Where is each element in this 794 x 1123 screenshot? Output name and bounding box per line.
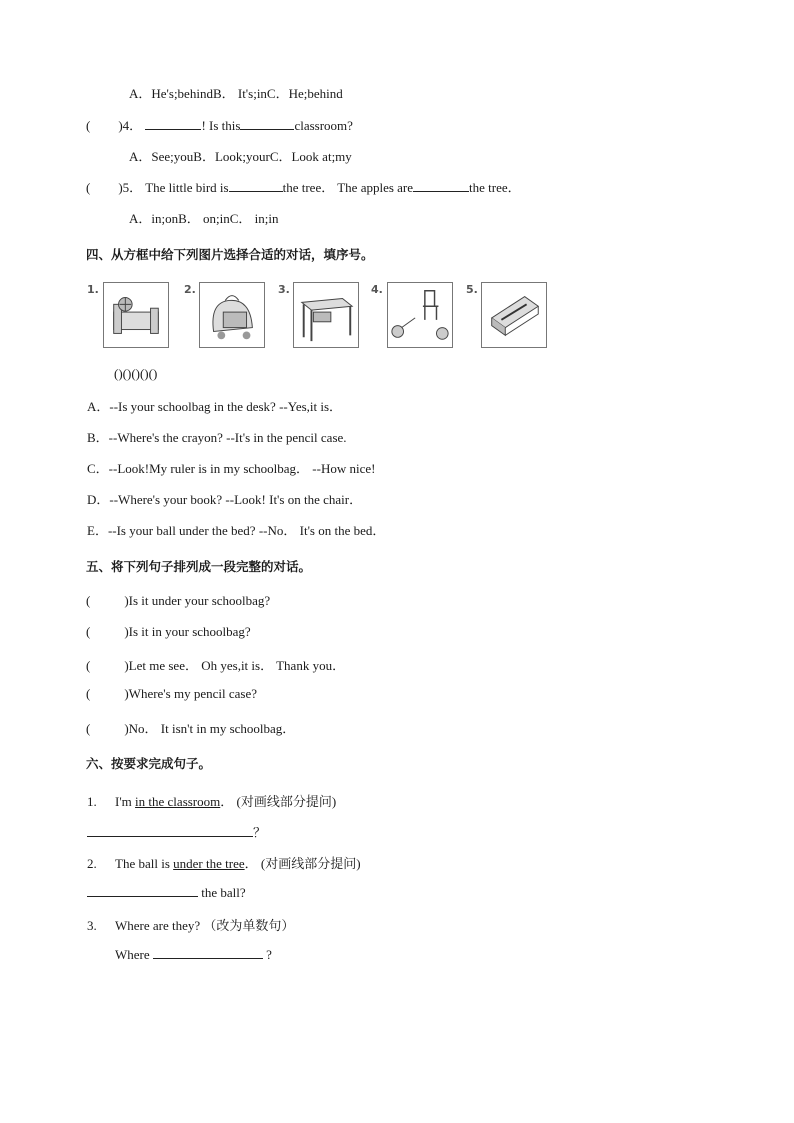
picture-number-2: 2. bbox=[184, 283, 196, 296]
section5-heading: 五、将下列句子排列成一段完整的对话。 bbox=[86, 559, 312, 574]
rewrite-q2-post: ． (对画线部分提问) bbox=[244, 856, 361, 871]
section6-heading: 六、按要求完成句子。 bbox=[86, 756, 212, 771]
q5-number: )5． bbox=[118, 180, 143, 195]
bed-ball-icon bbox=[103, 282, 169, 348]
dialogue-option-b: B．--Where's the crayon? --It's in the pencil case. bbox=[87, 430, 347, 445]
rewrite-q1 bbox=[87, 791, 336, 810]
rewrite-q1-answer bbox=[87, 822, 266, 841]
dialogue-option-c: C．--Look!My ruler is in my schoolbag． --How nice! bbox=[87, 461, 376, 476]
rewrite-q1-blank[interactable] bbox=[87, 824, 253, 837]
reorder-item-2: ( )Is it in your schoolbag? bbox=[86, 624, 251, 639]
q5-line bbox=[86, 177, 521, 196]
rewrite-q2 bbox=[87, 853, 361, 872]
reorder-text-3: )Let me see． Oh yes,it is． Thank you． bbox=[124, 658, 346, 673]
rewrite-q2-number: 2. bbox=[87, 856, 97, 871]
answer-parens[interactable]: ()()()()() bbox=[114, 366, 158, 381]
rewrite-q3-text: Where are they? （改为单数句） bbox=[115, 918, 295, 933]
rewrite-q3-number: 3. bbox=[87, 918, 97, 933]
reorder-item-1: ( )Is it under your schoolbag? bbox=[86, 593, 271, 608]
rewrite-q2-underlined: under the tree bbox=[173, 856, 245, 871]
picture-number-5: 5. bbox=[466, 283, 478, 296]
q5-text-3: the tree． bbox=[469, 180, 521, 195]
rewrite-q3-blank[interactable] bbox=[153, 946, 263, 959]
q5-text-1: The little bird is bbox=[145, 180, 229, 195]
q5-blank-2[interactable] bbox=[413, 179, 469, 192]
q5-paren: ( bbox=[86, 180, 91, 195]
q5-options: A．in;onB． on;inC． in;in bbox=[129, 211, 279, 226]
chair-kids-icon bbox=[387, 282, 453, 348]
picture-number-3: 3. bbox=[278, 283, 290, 296]
desk-icon bbox=[293, 282, 359, 348]
section4-heading: 四、从方框中给下列图片选择合适的对话，填序号。 bbox=[86, 247, 374, 262]
rewrite-q1-underlined: in the classroom bbox=[135, 794, 221, 809]
reorder-item-3: ( )Let me see． Oh yes,it is． Thank you． bbox=[86, 658, 346, 673]
rewrite-q3 bbox=[87, 915, 294, 934]
q4-blank-2[interactable] bbox=[240, 117, 294, 130]
schoolbag-icon bbox=[199, 282, 265, 348]
reorder-text-2: )Is it in your schoolbag? bbox=[124, 624, 251, 639]
reorder-item-4: ( )Where's my pencil case? bbox=[86, 686, 257, 701]
rewrite-q2-blank[interactable] bbox=[87, 884, 198, 897]
reorder-item-5: ( )No． It isn't in my schoolbag． bbox=[86, 721, 296, 736]
pencil-case-icon bbox=[481, 282, 547, 348]
rewrite-q1-post: ． (对画线部分提问) bbox=[220, 794, 337, 809]
q4-line bbox=[86, 115, 353, 134]
rewrite-q3-tail: ? bbox=[262, 947, 272, 962]
rewrite-q2-tail: the ball? bbox=[198, 885, 246, 900]
q4-number: )4． bbox=[118, 118, 143, 133]
rewrite-q2-pre: The ball is bbox=[115, 856, 174, 871]
rewrite-q1-tail: ？ bbox=[253, 825, 267, 840]
dialogue-option-d: D．--Where's your book? --Look! It's on the chair． bbox=[87, 492, 363, 507]
q4-text-2: classroom? bbox=[294, 118, 353, 133]
reorder-text-1: )Is it under your schoolbag? bbox=[124, 593, 271, 608]
dialogue-option-a: A．--Is your schoolbag in the desk? --Yes,it is． bbox=[87, 399, 343, 414]
picture-number-1: 1. bbox=[87, 283, 99, 296]
q3-options: A．He's;behindB． It's;inC．He;behind bbox=[129, 86, 343, 101]
reorder-text-4: )Where's my pencil case? bbox=[124, 686, 257, 701]
q5-text-2: the tree． The apples are bbox=[282, 180, 414, 195]
q4-blank-1[interactable] bbox=[145, 117, 201, 130]
reorder-text-5: )No． It isn't in my schoolbag． bbox=[124, 721, 296, 736]
rewrite-q3-answer bbox=[115, 946, 272, 963]
rewrite-q1-number: 1. bbox=[87, 794, 97, 809]
dialogue-option-e: E．--Is your ball under the bed? --No． It's on the bed． bbox=[87, 523, 386, 538]
rewrite-q3-pre: Where bbox=[115, 947, 153, 962]
picture-number-4: 4. bbox=[371, 283, 383, 296]
q4-paren: ( bbox=[86, 118, 91, 133]
q4-options: A．See;youB．Look;yourC．Look at;my bbox=[129, 149, 352, 164]
rewrite-q2-answer bbox=[87, 884, 246, 901]
q4-text-1: ! Is this bbox=[201, 118, 241, 133]
rewrite-q1-pre: I'm bbox=[115, 794, 136, 809]
q5-blank-1[interactable] bbox=[229, 179, 283, 192]
